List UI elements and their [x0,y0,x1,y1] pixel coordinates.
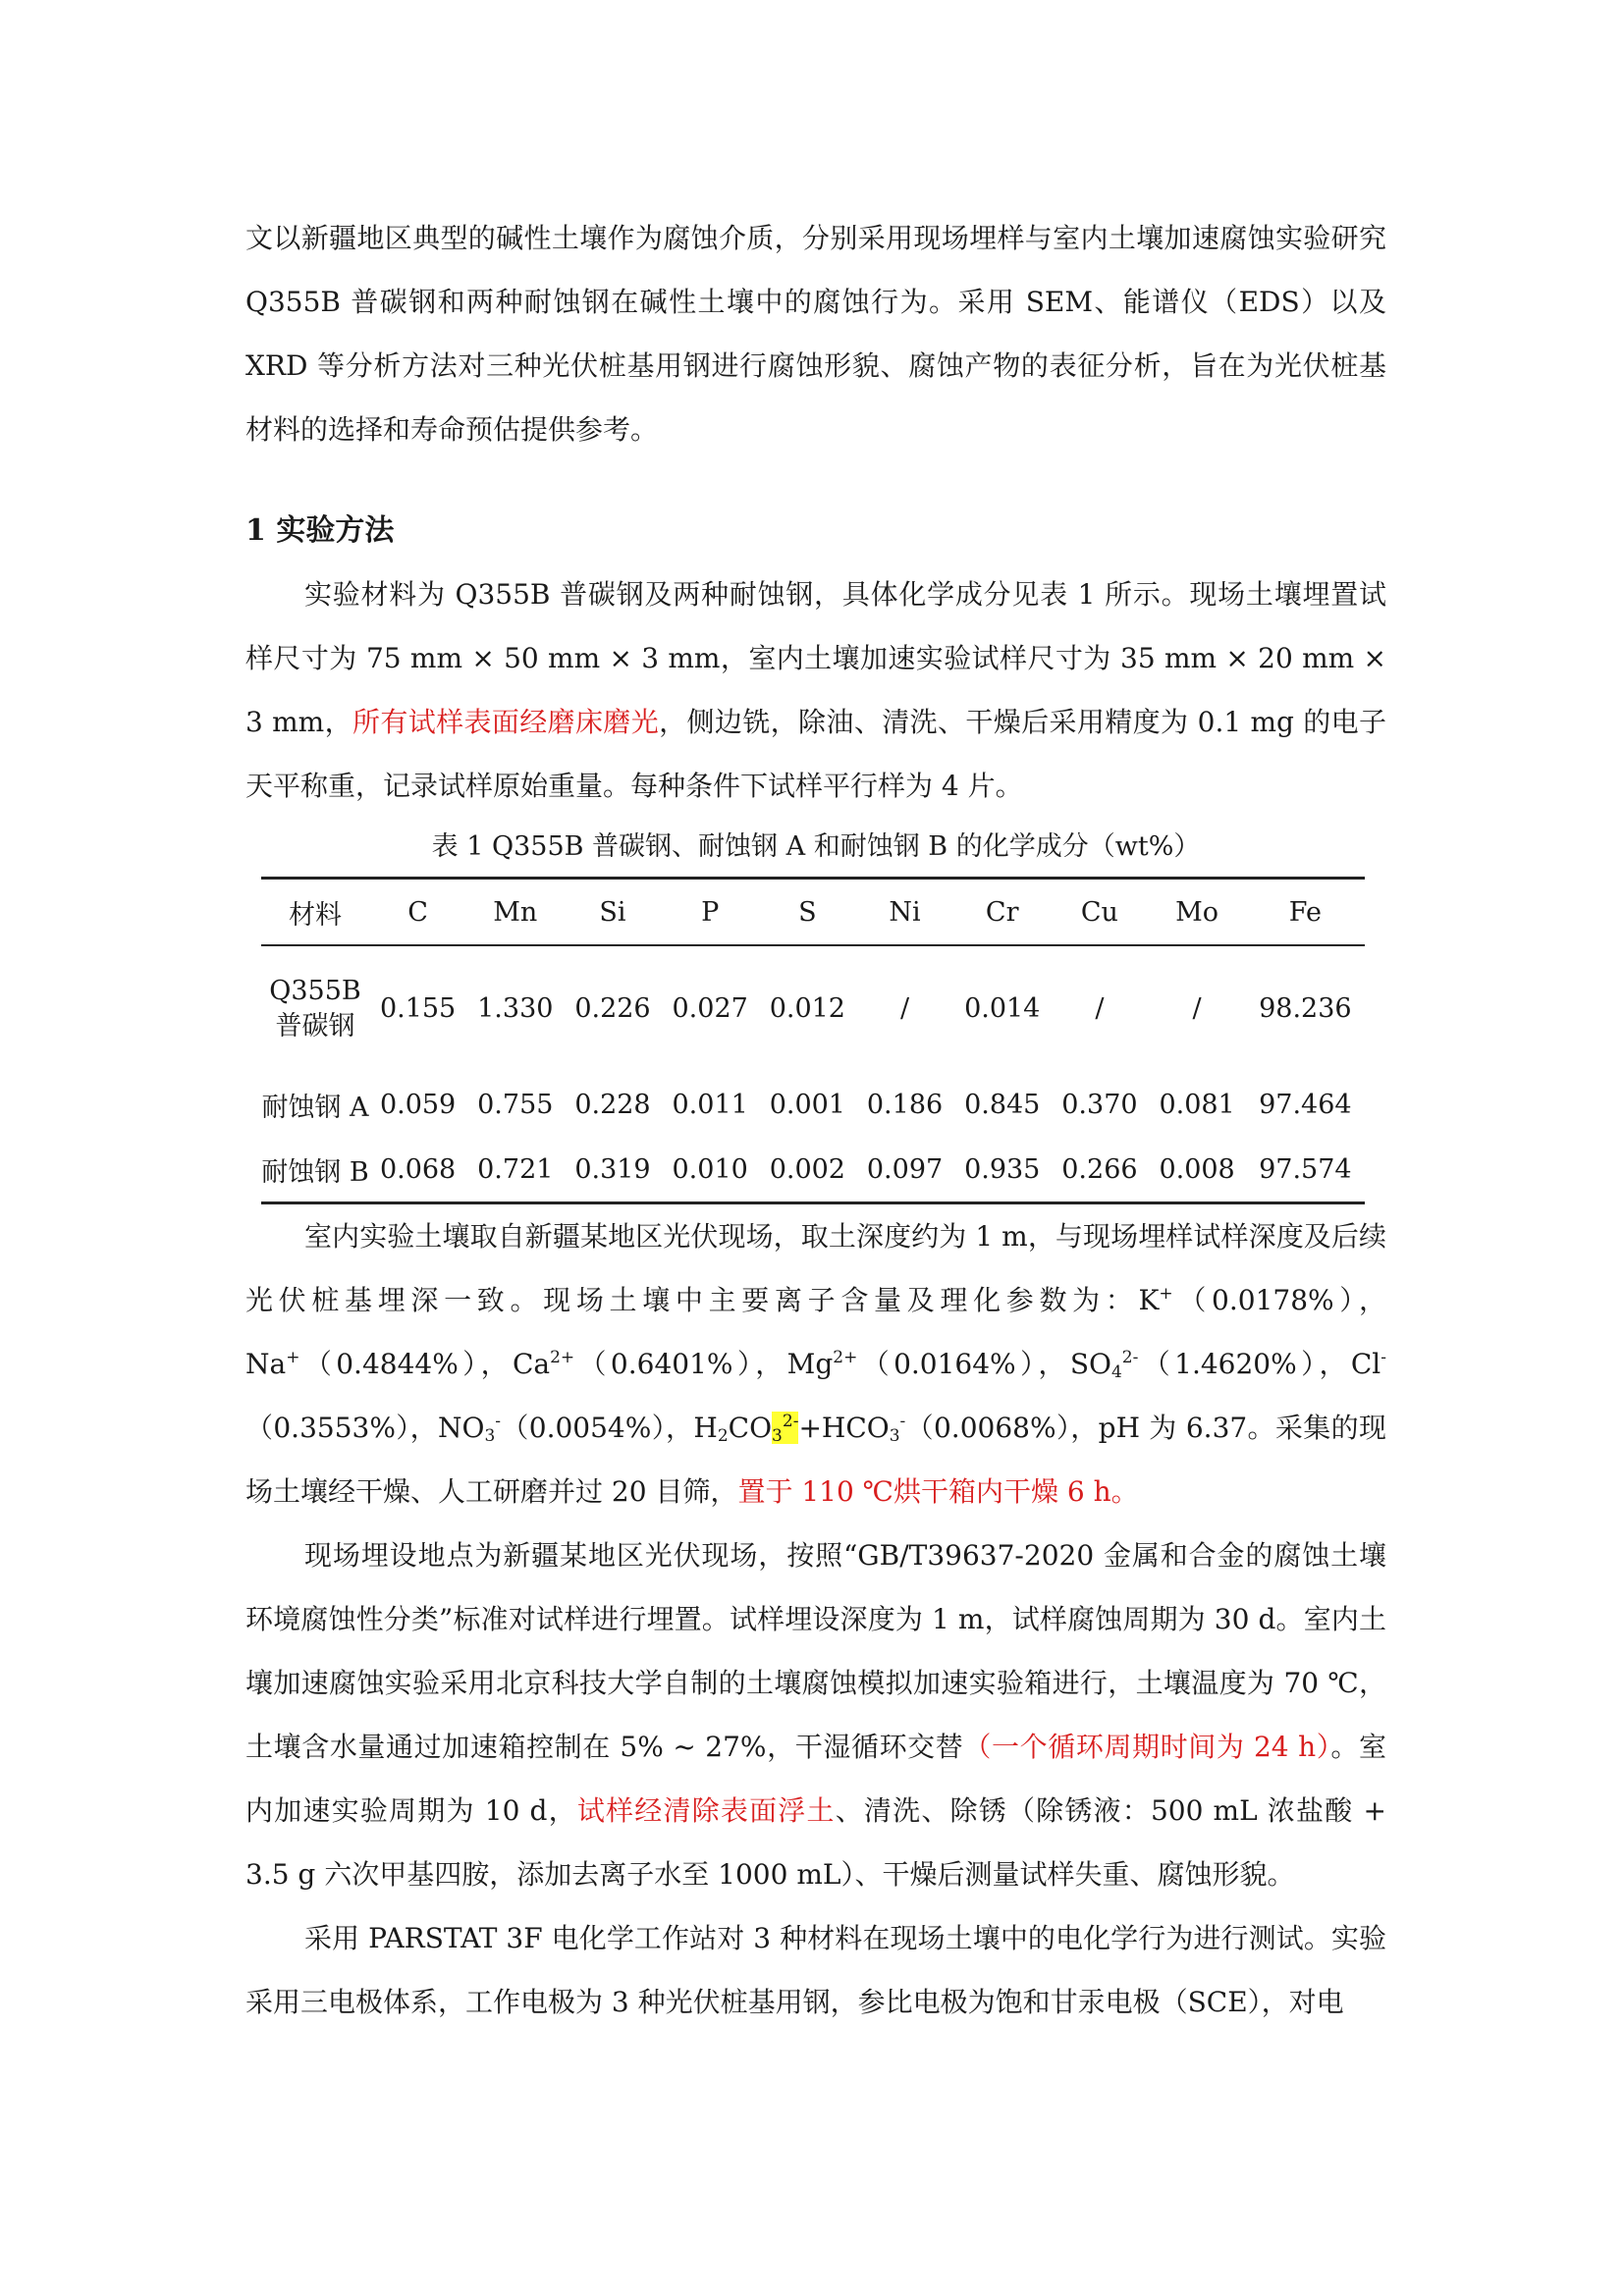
materials-paragraph: 实验材料为 Q355B 普碳钢及两种耐蚀钢，具体化学成分见表 1 所示。现场土壤埋置试样尺寸为 75 mm × 50 mm × 3 mm，室内土壤加速实验试样尺寸为 35 mm × 20 mm × 3 mm，所有试样表面经磨床磨光，侧边铣，除油、清洗、干燥后采用精度为 0.1 mg 的电子天平称重，记录试样原始重量。每种条件下试样平行样为 4 片。 [245,578,1386,802]
table-cell: / [1192,993,1202,1024]
table-row [261,1072,1365,1137]
table-header-cell: 材料 [261,879,369,946]
material-name-cell: 耐蚀钢 B [261,1137,369,1203]
table-row [261,1137,1365,1203]
table-cell: 0.012 [769,993,845,1024]
table-cell: 0.186 [866,1089,944,1120]
table-cell: 0.027 [672,993,748,1024]
table-cell: 0.319 [564,1137,661,1203]
table-cell: 0.721 [466,1137,564,1203]
intro-paragraph: 文以新疆地区典型的碱性土壤作为腐蚀介质，分别采用现场埋样与室内土壤加速腐蚀实验研究 Q355B 普碳钢和两种耐蚀钢在碱性土壤中的腐蚀行为。采用 SEM、能谱仪（EDS）以及 XRD 等分析方法对三种光伏桩基用钢进行腐蚀形貌、腐蚀产物的表征分析，旨在为光伏桩基材料的选择和寿命预估提供参考。 [245,222,1386,446]
table-header-cell: C [369,879,466,946]
burial-paragraph: 现场埋设地点为新疆某地区光伏现场，按照“GB/T39637-2020 金属和合金的腐蚀土壤环境腐蚀性分类”标准对试样进行埋置。试样埋设深度为 1 m，试样腐蚀周期为 30 d。室内土壤加速腐蚀实验采用北京科技大学自制的土壤腐蚀模拟加速实验箱进行，土壤温度为 70 ℃，土壤含水量通过加速箱控制在 5% ~ 27%，干湿循环交替（一个循环周期时间为 24 h）。室内加速实验周期为 10 d，试样经清除表面浮土、清洗、除锈（除锈液：500 mL 浓盐酸 + 3.5 g 六次甲基四胺，添加去离子水至 1000 mL）、干燥后测量试样失重、腐蚀形貌。 [245,1539,1386,1891]
highlight-mark: $_3^{2-}$ [772,1412,799,1446]
table-header-cell: Mn [466,879,564,946]
composition-table [261,877,1365,1204]
table-header-cell: P [662,879,759,946]
table-header-cell: Cr [953,879,1051,946]
table-header-cell: Mo [1149,879,1246,946]
table-header-cell: Ni [856,879,953,946]
table-cell: 97.574 [1246,1137,1365,1203]
table-caption: 表 1 Q355B 普碳钢、耐蚀钢 A 和耐蚀钢 B 的化学成分（wt%） [431,831,1201,862]
table-cell: 0.155 [379,993,457,1024]
table-cell: 0.059 [379,1089,457,1120]
section-heading: 1 实验方法 [245,513,395,548]
table-cell: 0.266 [1051,1137,1148,1203]
table-cell: 0.755 [477,1089,554,1120]
highlighted-text: 试样经清除表面浮土 [576,1794,836,1827]
table-cell: 0.935 [953,1137,1051,1203]
table-cell: 0.228 [574,1089,651,1120]
table-cell: 1.330 [477,993,554,1024]
table-header-cell: Fe [1246,879,1365,946]
table-cell: 98.236 [1259,993,1352,1024]
table-cell: 0.370 [1061,1089,1138,1120]
soil-paragraph: 室内实验土壤取自新疆某地区光伏现场，取土深度约为 1 m，与现场埋样试样深度及后续光伏桩基埋深一致。现场土壤中主要离子含量及理化参数为：K+（0.0178%），Na+（0.4844%），$Ca^{2+}(0.6401\%)$，$Mg^{2+}(0.0164\%)$，$SO_4^{2-}(1.4620\%)$，Cl-（0.3553%），$NO_3^-(0.0054\%)$，$H_2CO_3^{2-}+HCO_3^-(0.0068\%)$，pH 为 6.37。采集的现场土壤经干燥、人工研磨并过 20 目筛，置于 110 ℃烘干箱内干燥 6 h。 [245,1220,1386,1508]
highlighted-text: （一个循环周期时间为 24 h） [963,1731,1331,1763]
table-cell: 0.014 [964,993,1041,1024]
table-cell: 0.011 [672,1089,748,1120]
table-header-row [261,879,1365,946]
table-cell: 0.002 [759,1137,856,1203]
table-cell: 0.226 [574,993,651,1024]
table-cell: 0.097 [856,1137,953,1203]
table-row [261,945,1365,1072]
material-name-cell: Q355B 普碳钢 [269,976,361,1041]
table-cell: 0.010 [662,1137,759,1203]
material-name-cell: 耐蚀钢 A [261,1092,369,1123]
table-cell: 0.081 [1159,1089,1235,1120]
table-cell: / [1095,993,1105,1024]
table-header-cell: S [759,879,856,946]
electrochem-paragraph: 采用 PARSTAT 3F 电化学工作站对 3 种材料在现场土壤中的电化学行为进行测试。实验采用三电极体系，工作电极为 3 种光伏桩基用钢，参比电极为饱和甘汞电极（SCE），对电 [245,1922,1386,2018]
paper-page [245,206,1386,2034]
highlighted-text: 所有试样表面经磨床磨光 [352,706,660,738]
table-cell: 0.001 [769,1089,845,1120]
table-cell: 0.068 [369,1137,466,1203]
table-cell: 97.464 [1259,1089,1352,1120]
highlighted-text: 置于 110 ℃烘干箱内干燥 6 h。 [737,1475,1139,1508]
table-header-cell: Cu [1051,879,1148,946]
table-cell: / [899,993,910,1024]
table-cell: 0.008 [1149,1137,1246,1203]
table-cell: 0.845 [964,1089,1041,1120]
table-header-cell: Si [564,879,661,946]
